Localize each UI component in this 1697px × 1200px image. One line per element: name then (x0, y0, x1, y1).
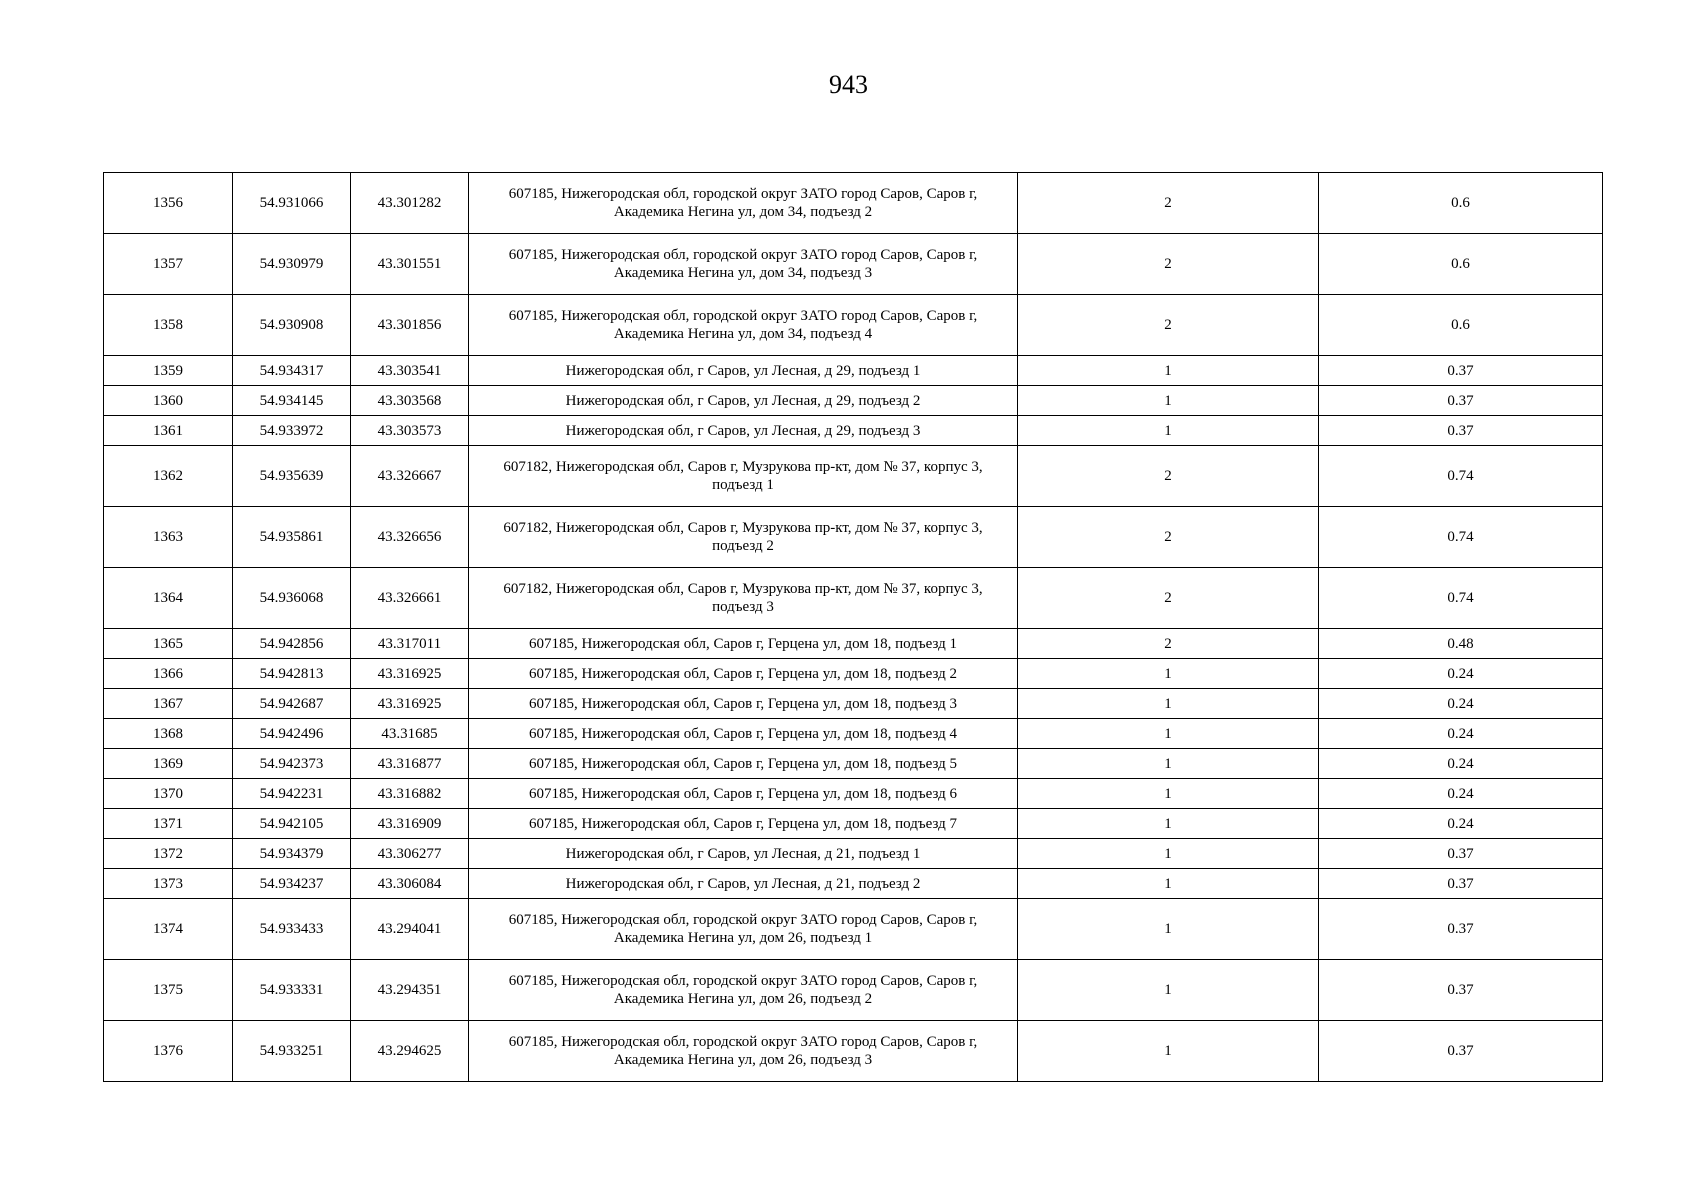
cell-id: 1357 (104, 234, 233, 295)
cell-id: 1359 (104, 356, 233, 386)
cell-address: 607185, Нижегородская обл, Саров г, Герцена ул, дом 18, подъезд 3 (469, 689, 1018, 719)
table-row (104, 629, 1603, 659)
cell-id: 1368 (104, 719, 233, 749)
table-row (104, 356, 1603, 386)
table-row (104, 234, 1603, 295)
cell-latitude: 54.933433 (233, 899, 351, 960)
cell-longitude: 43.316909 (351, 809, 469, 839)
page-number: 943 (829, 70, 868, 99)
cell-id: 1366 (104, 659, 233, 689)
cell-latitude: 54.933972 (233, 416, 351, 446)
cell-volume: 0.37 (1319, 839, 1603, 869)
cell-volume: 0.74 (1319, 446, 1603, 507)
cell-container-count: 1 (1018, 386, 1319, 416)
cell-latitude: 54.933331 (233, 960, 351, 1021)
cell-longitude: 43.303573 (351, 416, 469, 446)
cell-longitude: 43.306084 (351, 869, 469, 899)
cell-longitude: 43.306277 (351, 839, 469, 869)
table-row (104, 173, 1603, 234)
cell-container-count: 1 (1018, 960, 1319, 1021)
table-row (104, 507, 1603, 568)
cell-address: 607185, Нижегородская обл, городской округ ЗАТО город Саров, Саров г, Академика Негина ул, дом 26, подъезд 2 (469, 960, 1018, 1021)
cell-id: 1370 (104, 779, 233, 809)
cell-latitude: 54.936068 (233, 568, 351, 629)
cell-container-count: 2 (1018, 295, 1319, 356)
cell-volume: 0.37 (1319, 899, 1603, 960)
table-row (104, 386, 1603, 416)
cell-address: 607185, Нижегородская обл, городской округ ЗАТО город Саров, Саров г, Академика Негина ул, дом 34, подъезд 2 (469, 173, 1018, 234)
cell-container-count: 1 (1018, 839, 1319, 869)
cell-container-count: 2 (1018, 507, 1319, 568)
cell-longitude: 43.326661 (351, 568, 469, 629)
cell-address: 607185, Нижегородская обл, Саров г, Герцена ул, дом 18, подъезд 5 (469, 749, 1018, 779)
cell-longitude: 43.303568 (351, 386, 469, 416)
cell-address: Нижегородская обл, г Саров, ул Лесная, д 29, подъезд 3 (469, 416, 1018, 446)
cell-longitude: 43.326667 (351, 446, 469, 507)
table-row (104, 749, 1603, 779)
cell-longitude: 43.294625 (351, 1021, 469, 1082)
cell-latitude: 54.934145 (233, 386, 351, 416)
cell-container-count: 1 (1018, 899, 1319, 960)
cell-latitude: 54.931066 (233, 173, 351, 234)
cell-longitude: 43.316877 (351, 749, 469, 779)
table-row (104, 809, 1603, 839)
cell-longitude: 43.294041 (351, 899, 469, 960)
cell-id: 1376 (104, 1021, 233, 1082)
cell-id: 1365 (104, 629, 233, 659)
cell-volume: 0.6 (1319, 173, 1603, 234)
cell-longitude: 43.303541 (351, 356, 469, 386)
cell-volume: 0.24 (1319, 689, 1603, 719)
cell-longitude: 43.316925 (351, 689, 469, 719)
cell-latitude: 54.935639 (233, 446, 351, 507)
cell-longitude: 43.317011 (351, 629, 469, 659)
cell-id: 1356 (104, 173, 233, 234)
cell-address: 607182, Нижегородская обл, Саров г, Музрукова пр-кт, дом № 37, корпус 3, подъезд 3 (469, 568, 1018, 629)
cell-address: 607185, Нижегородская обл, Саров г, Герцена ул, дом 18, подъезд 4 (469, 719, 1018, 749)
cell-longitude: 43.326656 (351, 507, 469, 568)
cell-container-count: 1 (1018, 659, 1319, 689)
cell-latitude: 54.934317 (233, 356, 351, 386)
cell-latitude: 54.935861 (233, 507, 351, 568)
cell-container-count: 2 (1018, 234, 1319, 295)
cell-address: 607185, Нижегородская обл, Саров г, Герцена ул, дом 18, подъезд 7 (469, 809, 1018, 839)
cell-latitude: 54.942231 (233, 779, 351, 809)
table-row (104, 416, 1603, 446)
cell-volume: 0.37 (1319, 416, 1603, 446)
cell-volume: 0.6 (1319, 295, 1603, 356)
cell-container-count: 1 (1018, 416, 1319, 446)
table-row (104, 899, 1603, 960)
cell-address: Нижегородская обл, г Саров, ул Лесная, д 29, подъезд 2 (469, 386, 1018, 416)
table-row (104, 295, 1603, 356)
cell-id: 1373 (104, 869, 233, 899)
cell-container-count: 1 (1018, 779, 1319, 809)
cell-volume: 0.74 (1319, 507, 1603, 568)
table-row (104, 689, 1603, 719)
cell-volume: 0.37 (1319, 1021, 1603, 1082)
cell-volume: 0.24 (1319, 659, 1603, 689)
cell-volume: 0.24 (1319, 779, 1603, 809)
cell-address: 607185, Нижегородская обл, Саров г, Герцена ул, дом 18, подъезд 2 (469, 659, 1018, 689)
cell-id: 1372 (104, 839, 233, 869)
cell-volume: 0.37 (1319, 960, 1603, 1021)
cell-container-count: 1 (1018, 749, 1319, 779)
table-row (104, 869, 1603, 899)
cell-latitude: 54.930908 (233, 295, 351, 356)
cell-volume: 0.24 (1319, 809, 1603, 839)
table-row (104, 659, 1603, 689)
cell-container-count: 2 (1018, 173, 1319, 234)
cell-volume: 0.24 (1319, 719, 1603, 749)
cell-id: 1358 (104, 295, 233, 356)
cell-address: 607185, Нижегородская обл, городской округ ЗАТО город Саров, Саров г, Академика Негина ул, дом 26, подъезд 3 (469, 1021, 1018, 1082)
cell-latitude: 54.942687 (233, 689, 351, 719)
cell-longitude: 43.294351 (351, 960, 469, 1021)
cell-address: 607182, Нижегородская обл, Саров г, Музрукова пр-кт, дом № 37, корпус 3, подъезд 1 (469, 446, 1018, 507)
cell-volume: 0.37 (1319, 356, 1603, 386)
cell-container-count: 2 (1018, 629, 1319, 659)
cell-id: 1363 (104, 507, 233, 568)
cell-address: 607185, Нижегородская обл, городской округ ЗАТО город Саров, Саров г, Академика Негина ул, дом 34, подъезд 3 (469, 234, 1018, 295)
cell-latitude: 54.942856 (233, 629, 351, 659)
cell-id: 1371 (104, 809, 233, 839)
cell-longitude: 43.31685 (351, 719, 469, 749)
cell-latitude: 54.942813 (233, 659, 351, 689)
table-row (104, 839, 1603, 869)
registry-table-body (104, 173, 1603, 1082)
cell-volume: 0.74 (1319, 568, 1603, 629)
cell-address: 607185, Нижегородская обл, городской округ ЗАТО город Саров, Саров г, Академика Негина ул, дом 34, подъезд 4 (469, 295, 1018, 356)
cell-container-count: 2 (1018, 446, 1319, 507)
cell-id: 1367 (104, 689, 233, 719)
cell-latitude: 54.933251 (233, 1021, 351, 1082)
cell-latitude: 54.930979 (233, 234, 351, 295)
cell-container-count: 1 (1018, 356, 1319, 386)
cell-longitude: 43.301282 (351, 173, 469, 234)
cell-address: Нижегородская обл, г Саров, ул Лесная, д 21, подъезд 2 (469, 869, 1018, 899)
cell-latitude: 54.934379 (233, 839, 351, 869)
cell-address: 607185, Нижегородская обл, Саров г, Герцена ул, дом 18, подъезд 6 (469, 779, 1018, 809)
table-row (104, 719, 1603, 749)
cell-latitude: 54.942105 (233, 809, 351, 839)
table-row (104, 446, 1603, 507)
cell-address: Нижегородская обл, г Саров, ул Лесная, д 29, подъезд 1 (469, 356, 1018, 386)
cell-container-count: 2 (1018, 568, 1319, 629)
cell-id: 1361 (104, 416, 233, 446)
cell-address: 607185, Нижегородская обл, городской округ ЗАТО город Саров, Саров г, Академика Негина ул, дом 26, подъезд 1 (469, 899, 1018, 960)
cell-longitude: 43.301551 (351, 234, 469, 295)
cell-container-count: 1 (1018, 869, 1319, 899)
cell-id: 1375 (104, 960, 233, 1021)
registry-table (103, 172, 1603, 1082)
cell-container-count: 1 (1018, 809, 1319, 839)
cell-longitude: 43.316882 (351, 779, 469, 809)
cell-id: 1360 (104, 386, 233, 416)
table-row (104, 568, 1603, 629)
cell-volume: 0.37 (1319, 386, 1603, 416)
cell-id: 1369 (104, 749, 233, 779)
cell-longitude: 43.316925 (351, 659, 469, 689)
cell-id: 1362 (104, 446, 233, 507)
table-row (104, 1021, 1603, 1082)
cell-container-count: 1 (1018, 1021, 1319, 1082)
cell-volume: 0.48 (1319, 629, 1603, 659)
cell-address: 607185, Нижегородская обл, Саров г, Герцена ул, дом 18, подъезд 1 (469, 629, 1018, 659)
cell-volume: 0.6 (1319, 234, 1603, 295)
cell-address: Нижегородская обл, г Саров, ул Лесная, д 21, подъезд 1 (469, 839, 1018, 869)
cell-volume: 0.24 (1319, 749, 1603, 779)
cell-id: 1364 (104, 568, 233, 629)
cell-address: 607182, Нижегородская обл, Саров г, Музрукова пр-кт, дом № 37, корпус 3, подъезд 2 (469, 507, 1018, 568)
cell-latitude: 54.942496 (233, 719, 351, 749)
cell-container-count: 1 (1018, 689, 1319, 719)
table-row (104, 779, 1603, 809)
table-row (104, 960, 1603, 1021)
cell-id: 1374 (104, 899, 233, 960)
cell-latitude: 54.934237 (233, 869, 351, 899)
cell-container-count: 1 (1018, 719, 1319, 749)
cell-latitude: 54.942373 (233, 749, 351, 779)
cell-longitude: 43.301856 (351, 295, 469, 356)
cell-volume: 0.37 (1319, 869, 1603, 899)
